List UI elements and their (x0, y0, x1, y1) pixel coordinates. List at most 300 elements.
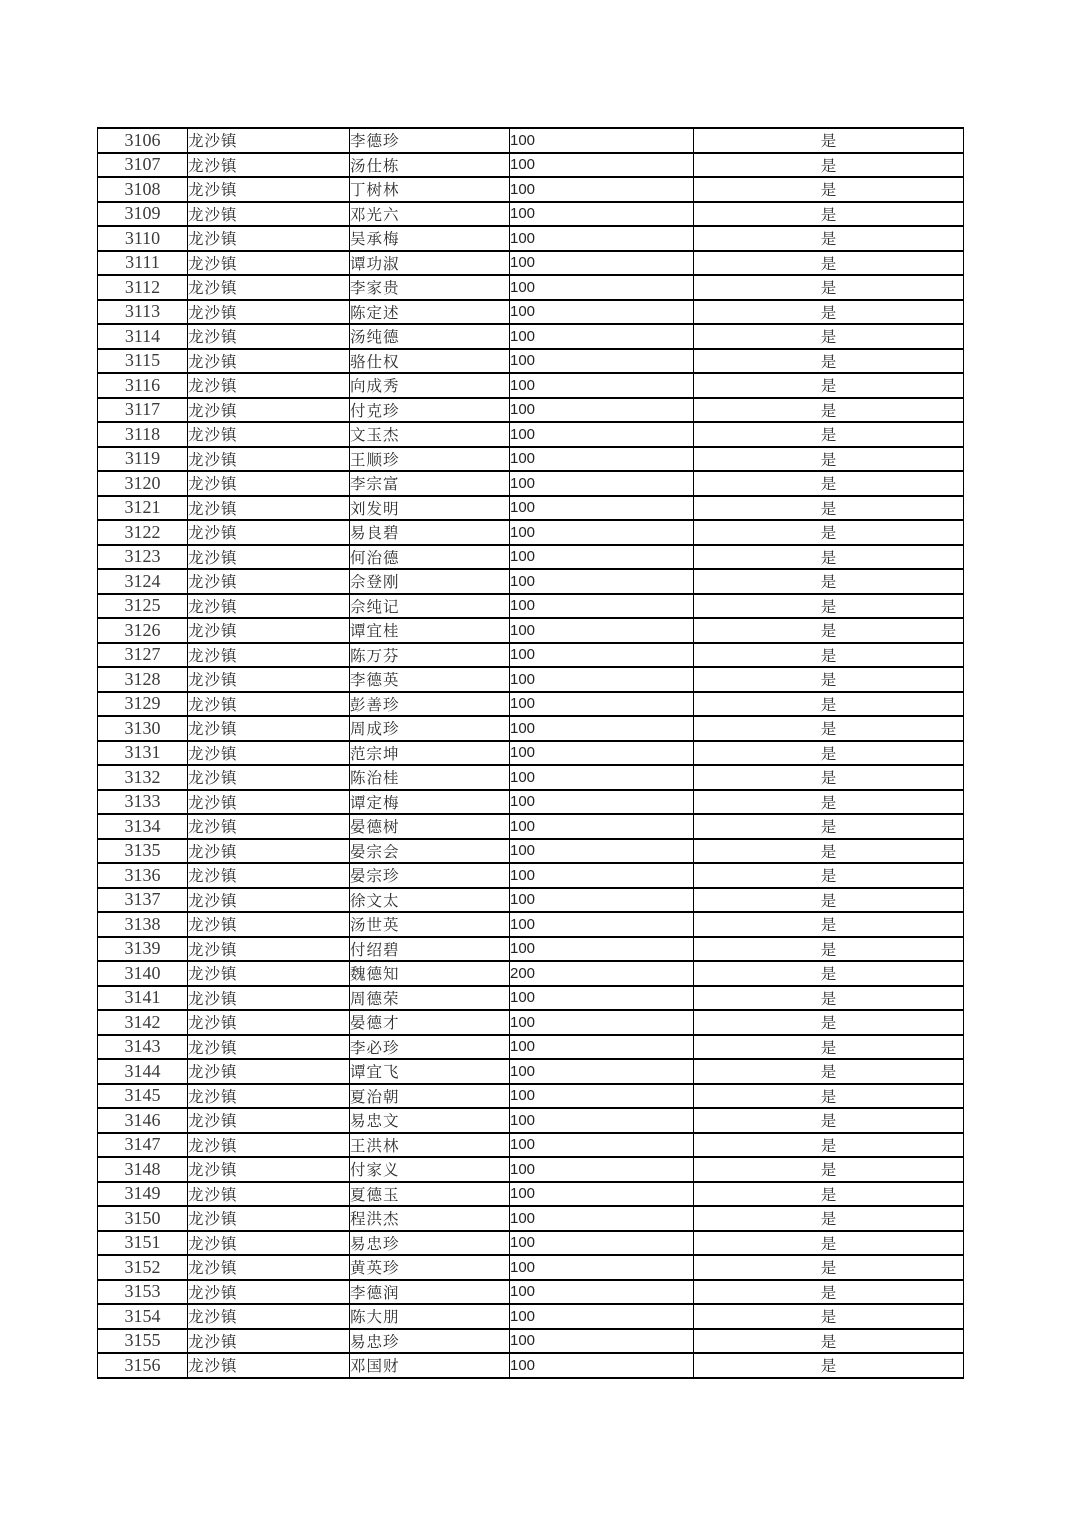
cell-serial-number: 3108 (98, 177, 188, 202)
cell-amount: 100 (510, 251, 694, 276)
table-row (98, 986, 964, 1011)
cell-person-name: 汤世英 (350, 912, 510, 937)
cell-confirmed: 是 (694, 1206, 964, 1231)
cell-amount: 100 (510, 324, 694, 349)
cell-confirmed: 是 (694, 496, 964, 521)
cell-person-name: 李宗富 (350, 471, 510, 496)
cell-confirmed: 是 (694, 1280, 964, 1305)
table-row (98, 643, 964, 668)
table-row (98, 128, 964, 153)
cell-town: 龙沙镇 (188, 912, 350, 937)
table-row (98, 398, 964, 423)
table-row (98, 1280, 964, 1305)
cell-amount: 100 (510, 1231, 694, 1256)
cell-serial-number: 3139 (98, 937, 188, 962)
cell-confirmed: 是 (694, 1133, 964, 1158)
cell-person-name: 夏德玉 (350, 1182, 510, 1207)
cell-serial-number: 3110 (98, 226, 188, 251)
cell-confirmed: 是 (694, 1231, 964, 1256)
cell-amount: 100 (510, 1304, 694, 1329)
cell-confirmed: 是 (694, 128, 964, 153)
cell-town: 龙沙镇 (188, 471, 350, 496)
cell-confirmed: 是 (694, 202, 964, 227)
cell-serial-number: 3154 (98, 1304, 188, 1329)
table-row (98, 716, 964, 741)
cell-amount: 100 (510, 1157, 694, 1182)
cell-serial-number: 3114 (98, 324, 188, 349)
cell-serial-number: 3152 (98, 1255, 188, 1280)
cell-serial-number: 3141 (98, 986, 188, 1011)
cell-amount: 100 (510, 667, 694, 692)
table-row (98, 569, 964, 594)
cell-confirmed: 是 (694, 888, 964, 913)
cell-serial-number: 3151 (98, 1231, 188, 1256)
cell-person-name: 刘发明 (350, 496, 510, 521)
cell-serial-number: 3148 (98, 1157, 188, 1182)
cell-amount: 100 (510, 1206, 694, 1231)
cell-confirmed: 是 (694, 275, 964, 300)
cell-confirmed: 是 (694, 765, 964, 790)
cell-person-name: 佘登刚 (350, 569, 510, 594)
cell-town: 龙沙镇 (188, 1133, 350, 1158)
cell-person-name: 李家贵 (350, 275, 510, 300)
cell-amount: 100 (510, 692, 694, 717)
cell-serial-number: 3138 (98, 912, 188, 937)
cell-confirmed: 是 (694, 447, 964, 472)
cell-serial-number: 3122 (98, 520, 188, 545)
cell-serial-number: 3143 (98, 1035, 188, 1060)
cell-town: 龙沙镇 (188, 863, 350, 888)
table-row (98, 1231, 964, 1256)
cell-confirmed: 是 (694, 1157, 964, 1182)
table-row (98, 692, 964, 717)
cell-amount: 100 (510, 275, 694, 300)
cell-confirmed: 是 (694, 692, 964, 717)
cell-serial-number: 3129 (98, 692, 188, 717)
cell-town: 龙沙镇 (188, 373, 350, 398)
cell-person-name: 晏德树 (350, 814, 510, 839)
cell-person-name: 汤仕栋 (350, 153, 510, 178)
cell-amount: 100 (510, 153, 694, 178)
table-row (98, 1353, 964, 1378)
cell-person-name: 易良碧 (350, 520, 510, 545)
cell-town: 龙沙镇 (188, 520, 350, 545)
cell-amount: 100 (510, 643, 694, 668)
cell-serial-number: 3127 (98, 643, 188, 668)
cell-confirmed: 是 (694, 790, 964, 815)
cell-confirmed: 是 (694, 153, 964, 178)
cell-town: 龙沙镇 (188, 398, 350, 423)
cell-serial-number: 3156 (98, 1353, 188, 1378)
table-row (98, 300, 964, 325)
cell-amount: 100 (510, 1010, 694, 1035)
cell-person-name: 陈治桂 (350, 765, 510, 790)
table-row (98, 912, 964, 937)
table-row (98, 373, 964, 398)
cell-serial-number: 3134 (98, 814, 188, 839)
table-row (98, 1010, 964, 1035)
table-row (98, 765, 964, 790)
cell-serial-number: 3130 (98, 716, 188, 741)
table-row (98, 1206, 964, 1231)
cell-confirmed: 是 (694, 251, 964, 276)
cell-town: 龙沙镇 (188, 765, 350, 790)
cell-person-name: 何治德 (350, 545, 510, 570)
cell-person-name: 付绍碧 (350, 937, 510, 962)
cell-town: 龙沙镇 (188, 1010, 350, 1035)
cell-town: 龙沙镇 (188, 300, 350, 325)
cell-town: 龙沙镇 (188, 986, 350, 1011)
table-row (98, 839, 964, 864)
cell-town: 龙沙镇 (188, 1329, 350, 1354)
cell-town: 龙沙镇 (188, 839, 350, 864)
cell-amount: 100 (510, 177, 694, 202)
cell-amount: 100 (510, 398, 694, 423)
cell-confirmed: 是 (694, 398, 964, 423)
cell-amount: 100 (510, 1280, 694, 1305)
cell-confirmed: 是 (694, 1329, 964, 1354)
cell-confirmed: 是 (694, 814, 964, 839)
cell-town: 龙沙镇 (188, 496, 350, 521)
cell-person-name: 夏治朝 (350, 1084, 510, 1109)
table-row (98, 888, 964, 913)
cell-person-name: 谭定梅 (350, 790, 510, 815)
cell-serial-number: 3144 (98, 1059, 188, 1084)
cell-amount: 100 (510, 986, 694, 1011)
cell-serial-number: 3106 (98, 128, 188, 153)
cell-person-name: 晏德才 (350, 1010, 510, 1035)
cell-serial-number: 3149 (98, 1182, 188, 1207)
cell-serial-number: 3115 (98, 349, 188, 374)
cell-amount: 100 (510, 741, 694, 766)
cell-amount: 100 (510, 226, 694, 251)
cell-confirmed: 是 (694, 839, 964, 864)
cell-amount: 100 (510, 202, 694, 227)
cell-serial-number: 3137 (98, 888, 188, 913)
cell-person-name: 骆仕权 (350, 349, 510, 374)
cell-confirmed: 是 (694, 300, 964, 325)
table-row (98, 1059, 964, 1084)
cell-serial-number: 3124 (98, 569, 188, 594)
cell-serial-number: 3155 (98, 1329, 188, 1354)
table-row (98, 275, 964, 300)
cell-serial-number: 3111 (98, 251, 188, 276)
table-row (98, 471, 964, 496)
cell-person-name: 晏宗珍 (350, 863, 510, 888)
cell-confirmed: 是 (694, 349, 964, 374)
cell-town: 龙沙镇 (188, 937, 350, 962)
cell-person-name: 徐文太 (350, 888, 510, 913)
cell-confirmed: 是 (694, 1304, 964, 1329)
cell-serial-number: 3109 (98, 202, 188, 227)
cell-serial-number: 3145 (98, 1084, 188, 1109)
cell-amount: 100 (510, 1329, 694, 1354)
cell-amount: 100 (510, 1108, 694, 1133)
cell-confirmed: 是 (694, 1059, 964, 1084)
cell-town: 龙沙镇 (188, 667, 350, 692)
cell-person-name: 程洪杰 (350, 1206, 510, 1231)
cell-amount: 100 (510, 422, 694, 447)
cell-amount: 100 (510, 1255, 694, 1280)
cell-person-name: 范宗坤 (350, 741, 510, 766)
cell-confirmed: 是 (694, 912, 964, 937)
table-row (98, 324, 964, 349)
cell-person-name: 周德荣 (350, 986, 510, 1011)
cell-serial-number: 3132 (98, 765, 188, 790)
cell-person-name: 周成珍 (350, 716, 510, 741)
cell-amount: 100 (510, 888, 694, 913)
table-row (98, 937, 964, 962)
cell-person-name: 陈万芬 (350, 643, 510, 668)
cell-serial-number: 3147 (98, 1133, 188, 1158)
table-row (98, 1108, 964, 1133)
cell-amount: 100 (510, 863, 694, 888)
cell-person-name: 易忠珍 (350, 1231, 510, 1256)
cell-confirmed: 是 (694, 1353, 964, 1378)
table-row (98, 1035, 964, 1060)
cell-confirmed: 是 (694, 716, 964, 741)
table-row (98, 1329, 964, 1354)
cell-person-name: 吴承梅 (350, 226, 510, 251)
cell-confirmed: 是 (694, 422, 964, 447)
cell-person-name: 丁树林 (350, 177, 510, 202)
cell-confirmed: 是 (694, 937, 964, 962)
cell-person-name: 陈定述 (350, 300, 510, 325)
cell-serial-number: 3119 (98, 447, 188, 472)
cell-town: 龙沙镇 (188, 1157, 350, 1182)
cell-amount: 100 (510, 594, 694, 619)
cell-amount: 100 (510, 447, 694, 472)
cell-person-name: 向成秀 (350, 373, 510, 398)
cell-town: 龙沙镇 (188, 741, 350, 766)
cell-person-name: 李德珍 (350, 128, 510, 153)
cell-town: 龙沙镇 (188, 961, 350, 986)
cell-person-name: 汤纯德 (350, 324, 510, 349)
cell-amount: 100 (510, 569, 694, 594)
cell-town: 龙沙镇 (188, 275, 350, 300)
cell-confirmed: 是 (694, 177, 964, 202)
cell-person-name: 陈大朋 (350, 1304, 510, 1329)
cell-serial-number: 3125 (98, 594, 188, 619)
cell-town: 龙沙镇 (188, 1280, 350, 1305)
cell-amount: 100 (510, 1133, 694, 1158)
cell-confirmed: 是 (694, 545, 964, 570)
cell-amount: 100 (510, 373, 694, 398)
cell-town: 龙沙镇 (188, 569, 350, 594)
cell-confirmed: 是 (694, 618, 964, 643)
cell-amount: 100 (510, 545, 694, 570)
cell-amount: 100 (510, 1035, 694, 1060)
cell-confirmed: 是 (694, 1010, 964, 1035)
cell-town: 龙沙镇 (188, 1035, 350, 1060)
cell-serial-number: 3136 (98, 863, 188, 888)
cell-serial-number: 3112 (98, 275, 188, 300)
cell-person-name: 谭功淑 (350, 251, 510, 276)
cell-confirmed: 是 (694, 569, 964, 594)
table-row (98, 618, 964, 643)
cell-amount: 200 (510, 961, 694, 986)
cell-town: 龙沙镇 (188, 422, 350, 447)
cell-confirmed: 是 (694, 1108, 964, 1133)
cell-person-name: 付克珍 (350, 398, 510, 423)
table-row (98, 667, 964, 692)
cell-town: 龙沙镇 (188, 1231, 350, 1256)
cell-person-name: 邓国财 (350, 1353, 510, 1378)
cell-person-name: 黄英珍 (350, 1255, 510, 1280)
cell-confirmed: 是 (694, 741, 964, 766)
table-row (98, 863, 964, 888)
table-row (98, 251, 964, 276)
cell-confirmed: 是 (694, 373, 964, 398)
cell-amount: 100 (510, 618, 694, 643)
cell-town: 龙沙镇 (188, 1084, 350, 1109)
cell-amount: 100 (510, 520, 694, 545)
cell-amount: 100 (510, 496, 694, 521)
cell-amount: 100 (510, 937, 694, 962)
cell-confirmed: 是 (694, 594, 964, 619)
table-row (98, 202, 964, 227)
cell-town: 龙沙镇 (188, 324, 350, 349)
cell-town: 龙沙镇 (188, 447, 350, 472)
cell-amount: 100 (510, 471, 694, 496)
cell-town: 龙沙镇 (188, 1182, 350, 1207)
cell-serial-number: 3142 (98, 1010, 188, 1035)
cell-town: 龙沙镇 (188, 1304, 350, 1329)
cell-confirmed: 是 (694, 324, 964, 349)
cell-amount: 100 (510, 128, 694, 153)
cell-person-name: 付家义 (350, 1157, 510, 1182)
cell-serial-number: 3146 (98, 1108, 188, 1133)
cell-confirmed: 是 (694, 520, 964, 545)
cell-person-name: 彭善珍 (350, 692, 510, 717)
table-row (98, 447, 964, 472)
cell-serial-number: 3135 (98, 839, 188, 864)
cell-person-name: 王洪林 (350, 1133, 510, 1158)
cell-town: 龙沙镇 (188, 618, 350, 643)
cell-town: 龙沙镇 (188, 226, 350, 251)
cell-confirmed: 是 (694, 863, 964, 888)
cell-town: 龙沙镇 (188, 814, 350, 839)
cell-person-name: 佘纯记 (350, 594, 510, 619)
cell-town: 龙沙镇 (188, 153, 350, 178)
cell-town: 龙沙镇 (188, 202, 350, 227)
cell-person-name: 易忠珍 (350, 1329, 510, 1354)
table-row (98, 177, 964, 202)
cell-town: 龙沙镇 (188, 128, 350, 153)
cell-serial-number: 3120 (98, 471, 188, 496)
table-row (98, 814, 964, 839)
cell-serial-number: 3128 (98, 667, 188, 692)
cell-serial-number: 3107 (98, 153, 188, 178)
cell-amount: 100 (510, 790, 694, 815)
cell-town: 龙沙镇 (188, 349, 350, 374)
cell-person-name: 李必珍 (350, 1035, 510, 1060)
cell-serial-number: 3117 (98, 398, 188, 423)
table-row (98, 422, 964, 447)
cell-town: 龙沙镇 (188, 716, 350, 741)
cell-town: 龙沙镇 (188, 1255, 350, 1280)
cell-person-name: 王顺珍 (350, 447, 510, 472)
cell-confirmed: 是 (694, 1084, 964, 1109)
cell-person-name: 李德润 (350, 1280, 510, 1305)
table-row (98, 1304, 964, 1329)
table-row (98, 496, 964, 521)
cell-serial-number: 3116 (98, 373, 188, 398)
cell-town: 龙沙镇 (188, 177, 350, 202)
cell-serial-number: 3153 (98, 1280, 188, 1305)
cell-serial-number: 3123 (98, 545, 188, 570)
cell-person-name: 谭宜桂 (350, 618, 510, 643)
table-row (98, 1182, 964, 1207)
table-row (98, 1133, 964, 1158)
cell-confirmed: 是 (694, 226, 964, 251)
table-row (98, 545, 964, 570)
cell-confirmed: 是 (694, 667, 964, 692)
cell-town: 龙沙镇 (188, 1108, 350, 1133)
table-row (98, 1255, 964, 1280)
cell-confirmed: 是 (694, 1182, 964, 1207)
table-row (98, 349, 964, 374)
cell-amount: 100 (510, 1182, 694, 1207)
cell-person-name: 易忠文 (350, 1108, 510, 1133)
table-row (98, 594, 964, 619)
table-row (98, 520, 964, 545)
table-row (98, 1157, 964, 1182)
cell-town: 龙沙镇 (188, 1353, 350, 1378)
cell-confirmed: 是 (694, 1255, 964, 1280)
cell-town: 龙沙镇 (188, 1206, 350, 1231)
cell-confirmed: 是 (694, 471, 964, 496)
cell-confirmed: 是 (694, 961, 964, 986)
cell-amount: 100 (510, 716, 694, 741)
cell-amount: 100 (510, 839, 694, 864)
cell-town: 龙沙镇 (188, 888, 350, 913)
cell-serial-number: 3121 (98, 496, 188, 521)
table-row (98, 153, 964, 178)
cell-amount: 100 (510, 1353, 694, 1378)
table-row (98, 226, 964, 251)
cell-person-name: 李德英 (350, 667, 510, 692)
cell-amount: 100 (510, 1059, 694, 1084)
table-row (98, 790, 964, 815)
cell-amount: 100 (510, 1084, 694, 1109)
cell-confirmed: 是 (694, 643, 964, 668)
cell-person-name: 文玉杰 (350, 422, 510, 447)
cell-amount: 100 (510, 912, 694, 937)
table-row (98, 741, 964, 766)
cell-serial-number: 3150 (98, 1206, 188, 1231)
cell-town: 龙沙镇 (188, 643, 350, 668)
cell-confirmed: 是 (694, 986, 964, 1011)
cell-town: 龙沙镇 (188, 594, 350, 619)
cell-town: 龙沙镇 (188, 545, 350, 570)
cell-person-name: 晏宗会 (350, 839, 510, 864)
cell-amount: 100 (510, 349, 694, 374)
cell-serial-number: 3118 (98, 422, 188, 447)
cell-confirmed: 是 (694, 1035, 964, 1060)
data-table (97, 127, 964, 1379)
cell-serial-number: 3140 (98, 961, 188, 986)
cell-amount: 100 (510, 765, 694, 790)
cell-town: 龙沙镇 (188, 1059, 350, 1084)
cell-person-name: 邓光六 (350, 202, 510, 227)
table-row (98, 1084, 964, 1109)
cell-amount: 100 (510, 300, 694, 325)
cell-person-name: 谭宜飞 (350, 1059, 510, 1084)
cell-serial-number: 3131 (98, 741, 188, 766)
cell-amount: 100 (510, 814, 694, 839)
cell-serial-number: 3133 (98, 790, 188, 815)
